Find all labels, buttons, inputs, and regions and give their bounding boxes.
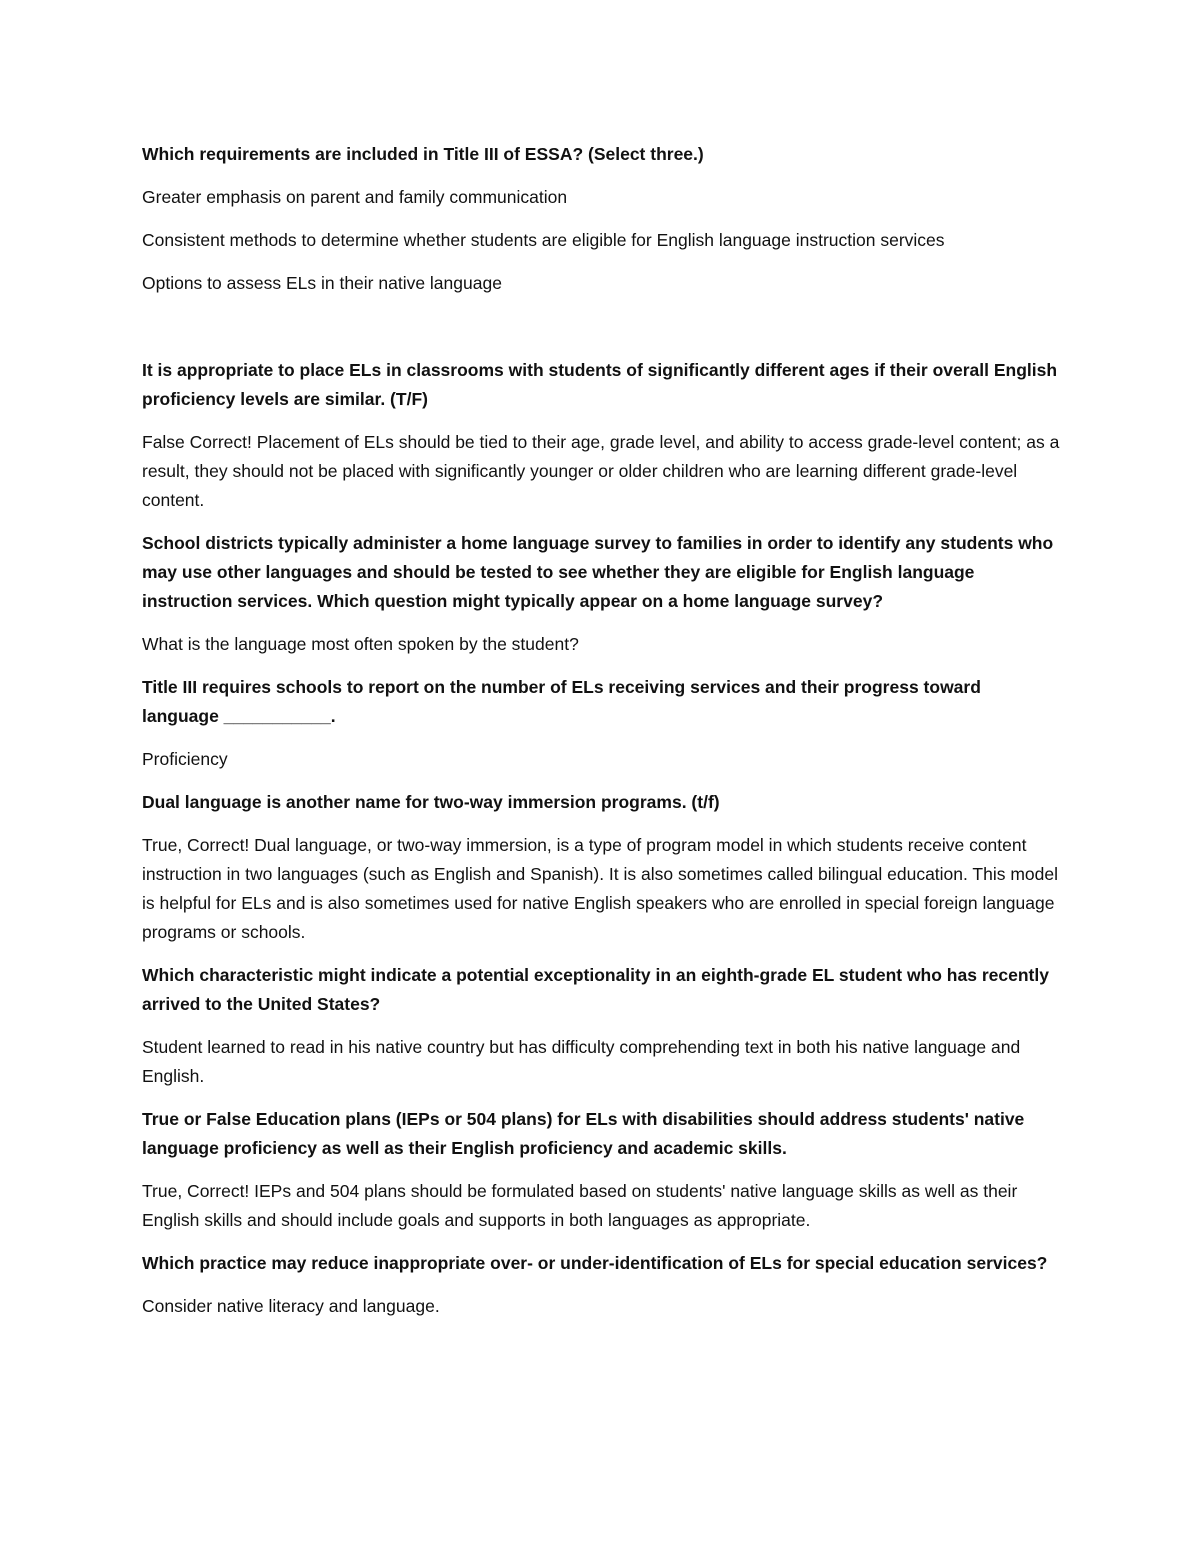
question-8: Which practice may reduce inappropriate over- or under-identification of ELs for special education services?: [142, 1253, 1048, 1273]
question-1: Which requirements are included in Title III of ESSA? (Select three.): [142, 144, 704, 164]
question-5: Dual language is another name for two-way immersion programs. (t/f): [142, 792, 720, 812]
answer-1b: Consistent methods to determine whether students are eligible for English language instruction services: [142, 230, 945, 250]
section-gap: [142, 312, 1060, 356]
question-2: It is appropriate to place ELs in classrooms with students of significantly different ages if their overall English proficiency levels are similar. (T/F): [142, 360, 1058, 409]
answer-2: False Correct! Placement of ELs should be tied to their age, grade level, and ability to access grade-level content; as a result, they should not be placed with significantly younger or older children who are learning different grade-level content.: [142, 432, 1060, 510]
answer-8: Consider native literacy and language.: [142, 1296, 440, 1316]
question-7: True or False Education plans (IEPs or 504 plans) for ELs with disabilities should address students' native language proficiency as well as their English proficiency and academic skills.: [142, 1109, 1025, 1158]
answer-4: Proficiency: [142, 749, 228, 769]
answer-7: True, Correct! IEPs and 504 plans should be formulated based on students' native language skills as well as their English skills and should include goals and supports in both languages as appropriate.: [142, 1181, 1018, 1230]
answer-5: True, Correct! Dual language, or two-way immersion, is a type of program model in which students receive content instruction in two languages (such as English and Spanish). It is also sometimes called bilingual education. This model is helpful for ELs and is also sometimes used for native English speakers who are enrolled in special foreign language programs or schools.: [142, 835, 1059, 942]
question-6: Which characteristic might indicate a potential exceptionality in an eighth-grade EL student who has recently arrived to the United States?: [142, 965, 1049, 1014]
answer-3: What is the language most often spoken by the student?: [142, 634, 579, 654]
document-page: [142, 140, 1060, 1335]
question-3: School districts typically administer a home language survey to families in order to identify any students who may use other languages and should be tested to see whether they are eligible for English language instruction services. Which question might typically appear on a home language survey?: [142, 533, 1054, 611]
answer-1a: Greater emphasis on parent and family communication: [142, 187, 568, 207]
answer-6: Student learned to read in his native country but has difficulty comprehending text in both his native language and English.: [142, 1037, 1021, 1086]
question-4: Title III requires schools to report on the number of ELs receiving services and their progress toward language ___________.: [142, 677, 981, 726]
answer-1c: Options to assess ELs in their native language: [142, 273, 502, 293]
